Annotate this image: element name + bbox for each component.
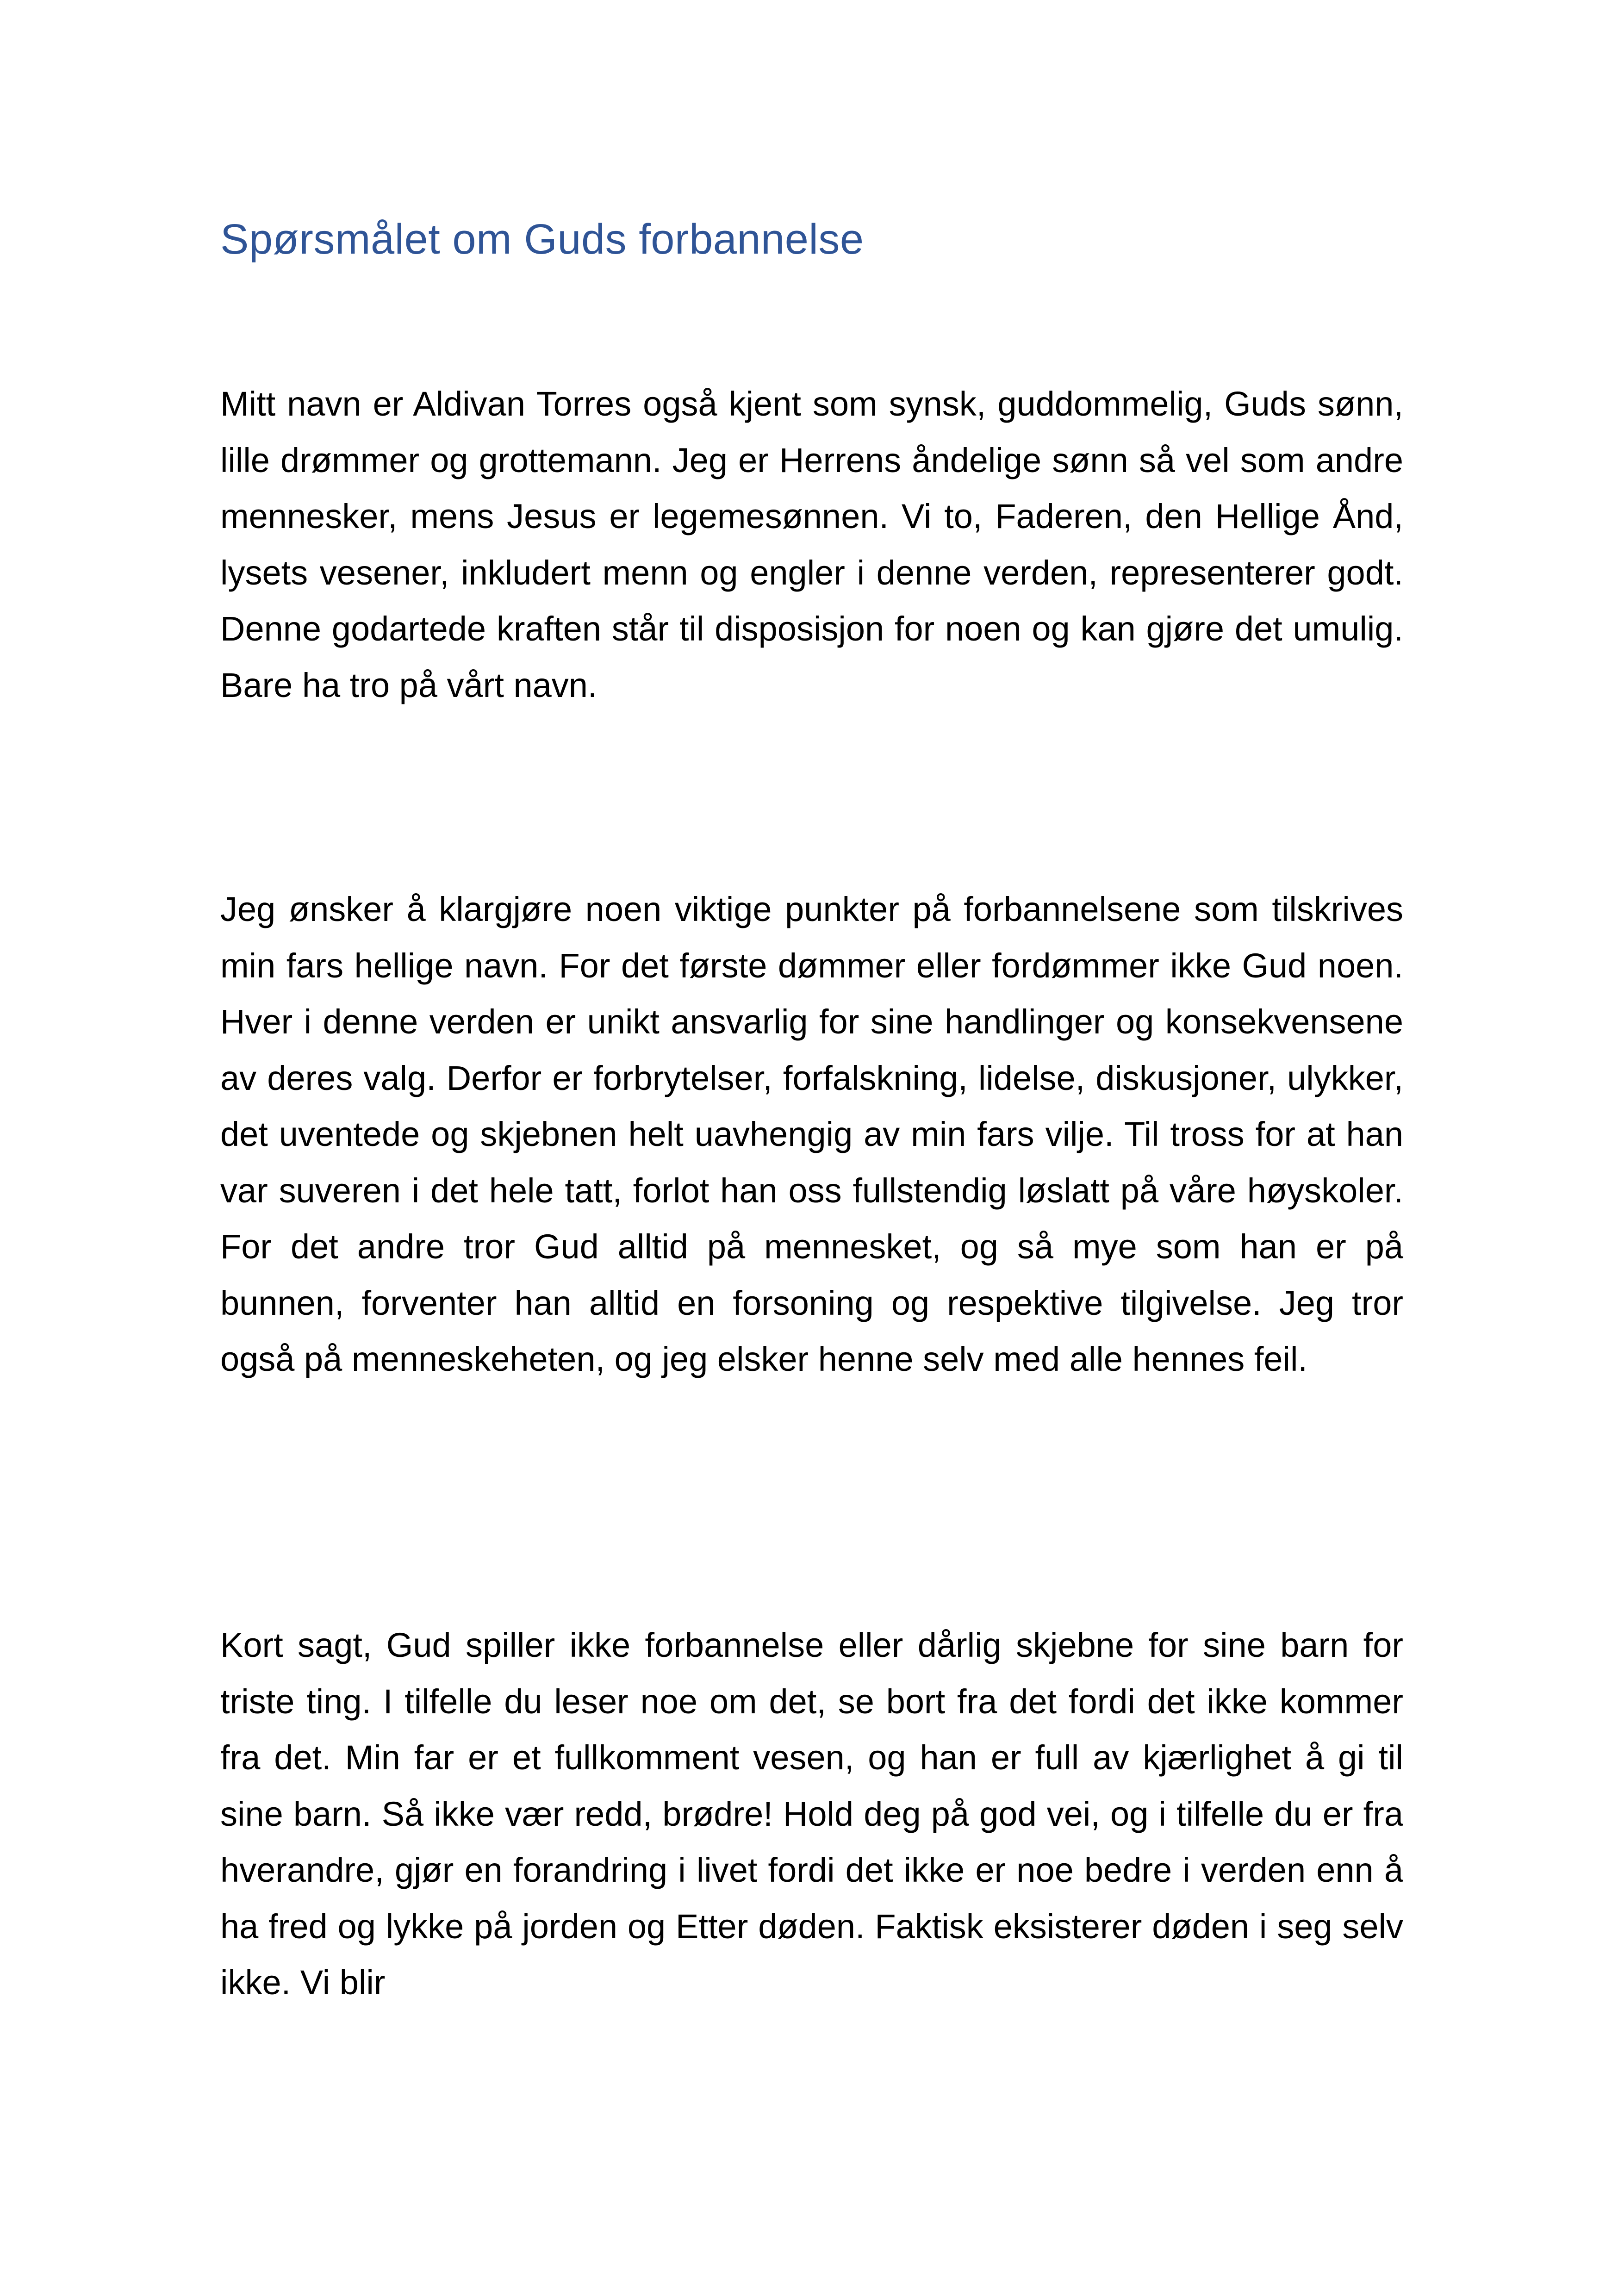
body-paragraph-2: Jeg ønsker å klargjøre noen viktige punkter på forbannelsene som tilskrives min fars hellige navn. For det første dømmer eller fordømmer ikke Gud noen. Hver i denne verden er unikt ansvarlig for sine handlinger og konsekvensene av deres valg. Derfor er forbrytelser, forfalskning, lidelse, diskusjoner, ulykker, det uventede og skjebnen helt uavhengig av min fars vilje. Til tross for at han var suveren i det hele tatt, forlot han oss fullstendig løslatt på våre høyskoler. For det andre tror Gud alltid på mennesket, og så mye som han er på bunnen, forventer han alltid en forsoning og respektive tilgivelse. Jeg tror også på menneskeheten, og jeg elsker henne selv med alle hennes feil. (220, 890, 1403, 1378)
body-paragraph-1: Mitt navn er Aldivan Torres også kjent som synsk, guddommelig, Guds sønn, lille drømmer og grottemann. Jeg er Herrens åndelige sønn så vel som andre mennesker, mens Jesus er legemesønnen. Vi to, Faderen, den Hellige Ånd, lysets vesener, inkludert menn og engler i denne verden, representerer godt. Denne godartede kraften står til disposisjon for noen og kan gjøre det umulig. Bare ha tro på vårt navn. (220, 385, 1403, 704)
body-paragraph-3: Kort sagt, Gud spiller ikke forbannelse eller dårlig skjebne for sine barn for triste ting. I tilfelle du leser noe om det, se bort fra det fordi det ikke kommer fra det. Min far er et fullkomment vesen, og han er full av kjærlighet å gi til sine barn. Så ikke vær redd, brødre! Hold deg på god vei, og i tilfelle du er fra hverandre, gjør en forandring i livet fordi det ikke er noe bedre i verden enn å ha fred og lykke på jorden og Etter døden. Faktisk eksisterer døden i seg selv ikke. Vi blir (220, 1626, 1403, 2002)
document-heading: Spørsmålet om Guds forbannelse (220, 216, 864, 263)
